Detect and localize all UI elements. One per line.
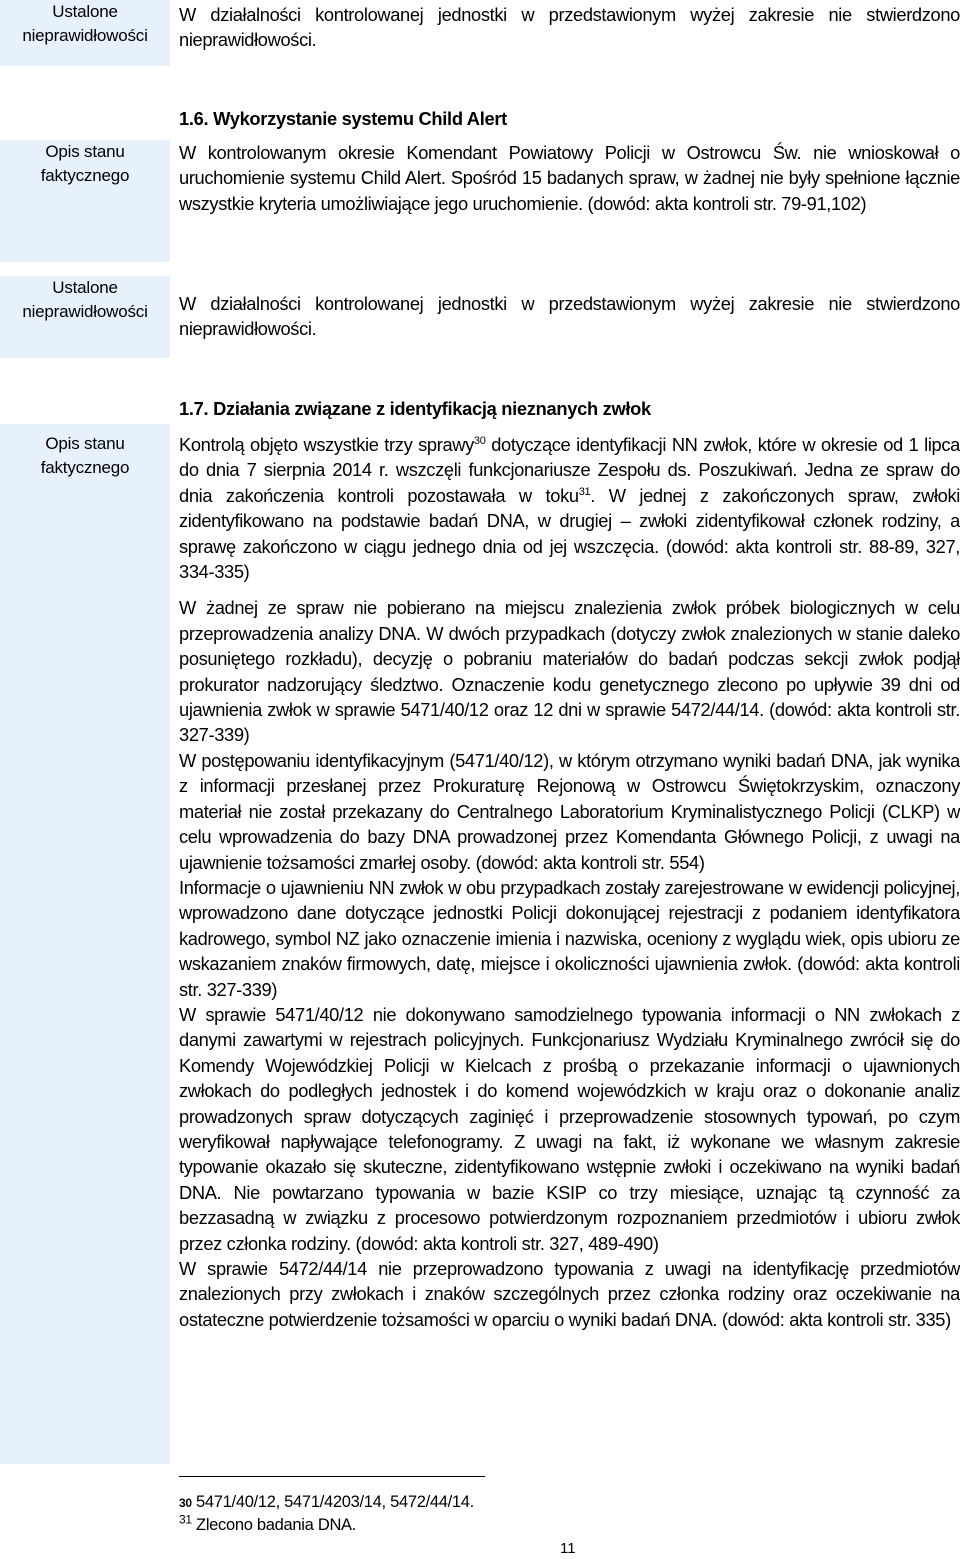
section-body xyxy=(179,2,960,53)
paragraph-2: W żadnej ze spraw nie pobierano na miejscu znalezienia zwłok próbek biologicznych w celu przeprowadzenia analizy DNA. W dwóch przypadkach (dotyczy zwłok znalezionych w stanie daleko posuniętego rozkładu), decyzję o pobraniu materiałów do badań podczas sekcji zwłok podjął prokurator nadzorujący śledztwo. Oznaczenie kodu genetycznego zlecono po upływie 39 dni od ujawnienia zwłok w sprawie 5471/40/12 oraz 12 dni w sprawie 5472/44/14. (dowód: akta kontroli str. 327-339) xyxy=(179,597,960,746)
section-body-1-7 xyxy=(179,432,960,1332)
paragraph: W kontrolowanym okresie Komendant Powiatowy Policji w Ostrowcu Św. nie wnioskował o uruchomienie systemu Child Alert. Spośród 15 badanych spraw, w żadnej nie były spełnione łącznie wszystkie kryteria umożliwiające jego uruchomienie. (dowód: akta kontroli str. 79-91,102) xyxy=(179,142,960,214)
heading-1-7: 1.7. Działania związane z identyfikacją nieznanych zwłok xyxy=(179,398,651,419)
paragraph-text: . W jednej z zakończonych spraw, zwłoki zidentyfikowano na podstawie badań DNA, w drugiej – zwłoki zidentyfikował członek rodziny, a sprawę zakończono w ciągu jednego dnia od jej wszczęcia. (dowód: akta kontroli str. 88-89, 327, 334-335) xyxy=(179,484,960,583)
paragraph-3: W postępowaniu identyfikacyjnym (5471/40/12), w którym otrzymano wyniki badań DNA, jak wynika z informacji przesłanej przez Prokuraturę Rejonową w Ostrowcu Świętokrzyskim, oznaczony materiał nie został przekazany do Centralnego Laboratorium Kryminalistycznego Policji (CLKP) w celu wprowadzenia do bazy DNA prowadzonej przez Komendanta Głównego Policji, z uwagi na ujawnienie tożsamości zmarłej osoby. (dowód: akta kontroli str. 554) xyxy=(179,749,960,873)
side-label-irregularities-1-6 xyxy=(0,276,170,358)
footnote-ref-31: 31 xyxy=(578,485,591,498)
footnote-separator xyxy=(179,1476,485,1477)
footnote-text: Zlecono badania DNA. xyxy=(191,1516,357,1534)
side-label-facts-1-6 xyxy=(0,140,170,262)
footnote-30 xyxy=(179,1491,779,1514)
paragraph: W działalności kontrolowanej jednostki w przedstawionym wyżej zakresie nie stwierdzono nieprawidłowości. xyxy=(179,4,960,51)
side-label-text: Ustalone nieprawidłowości xyxy=(22,278,148,321)
page-number: 11 xyxy=(560,1540,576,1557)
side-label-text: Opis stanu faktycznego xyxy=(40,142,130,185)
footnote-number: 31 xyxy=(179,1512,192,1527)
paragraph-4: Informacje o ujawnieniu NN zwłok w obu przypadkach zostały zarejestrowane w ewidencji policyjnej, wprowadzono dane dotyczące jednostki Policji dokonującej rejestracji z podaniem identyfikatora kadrowego, symbol NZ jako oznaczenie imienia i nazwiska, oceniony z wyglądu wiek, opis ubioru ze wskazaniem znaków firmowych, datę, miejsce i okoliczności ujawnienia zwłok. (dowód: akta kontroli str. 327-339) xyxy=(179,876,960,1000)
heading-1-6: 1.6. Wykorzystanie systemu Child Alert xyxy=(179,108,507,129)
side-label-text: Opis stanu faktycznego xyxy=(40,434,130,477)
paragraph-1 xyxy=(179,432,960,584)
section-heading xyxy=(179,106,960,131)
section-heading xyxy=(179,396,960,421)
section-body xyxy=(179,291,960,342)
paragraph: W działalności kontrolowanej jednostki w przedstawionym wyżej zakresie nie stwierdzono nieprawidłowości. xyxy=(179,293,960,340)
side-label-facts-1-7 xyxy=(0,424,170,1464)
footnote-31 xyxy=(179,1514,779,1536)
side-label-text: Ustalone nieprawidłowości xyxy=(22,2,148,45)
footnote-text: 5471/40/12, 5471/4203/14, 5472/44/14. xyxy=(191,1493,474,1511)
footnote-number: 30 xyxy=(179,1496,192,1510)
footnotes xyxy=(179,1491,779,1536)
paragraph-text: Kontrolą objęto wszystkie trzy sprawy xyxy=(179,434,474,455)
side-label-irregularities-1 xyxy=(0,0,170,66)
paragraph-6: W sprawie 5472/44/14 nie przeprowadzono typowania z uwagi na identyfikację przedmiotów znalezionych przy zwłokach i znaków szczególnych przez członka rodziny oraz oczekiwanie na ostateczne potwierdzenie tożsamości w oparciu o wyniki badań DNA. (dowód: akta kontroli str. 335) xyxy=(179,1258,960,1330)
paragraph-5: W sprawie 5471/40/12 nie dokonywano samodzielnego typowania informacji o NN zwłokach z danymi zawartymi w rejestrach policyjnych. Funkcjonariusz Wydziału Kryminalnego zwrócił się do Komendy Wojewódzkiej Policji w Kielcach z prośbą o przekazanie informacji o ujawnionych zwłokach do podległych jednostek i do komend wojewódzkich w kraju oraz o dokonanie analiz prowadzonych spraw dotyczących zaginięć i przeprowadzenie stosownych typowań, po czym weryfikował napływające telefonogramy. Z uwagi na fakt, iż wykonane we własnym zakresie typowanie okazało się skuteczne, zidentyfikowano wstępnie zwłoki i oczekiwano na wyniki badań DNA. Nie powtarzano typowania w bazie KSIP co trzy miesiące, uznając tą czynność za bezzasadną w związku z procesowo potwierdzonym rozpoznaniem przedmiotów i ubioru zwłok przez członka rodziny. (dowód: akta kontroli str. 327, 489-490) xyxy=(179,1003,960,1254)
section-body xyxy=(179,140,960,216)
paragraph-text: dotyczące identyfikacji NN zwłok, które w okresie od 1 lipca do dnia 7 sierpnia 2014 r. wszczęli funkcjonariusze Zespołu ds. Poszukiwań. Jedna ze spraw do dnia zakończenia kontroli pozostawała w toku xyxy=(179,434,960,506)
footnote-ref-30: 30 xyxy=(473,434,486,447)
